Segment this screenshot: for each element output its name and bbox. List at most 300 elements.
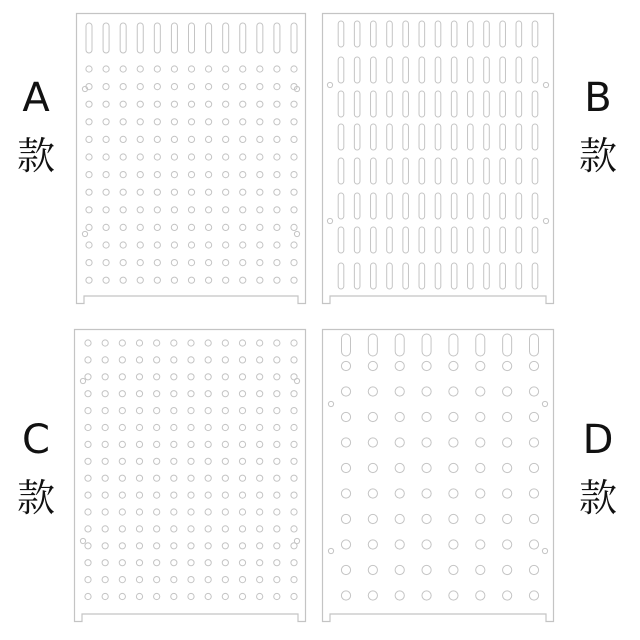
hole	[503, 361, 512, 370]
hole	[154, 560, 160, 566]
hole	[294, 538, 299, 543]
hole	[119, 492, 125, 498]
slot	[451, 124, 457, 150]
hole	[171, 66, 177, 72]
hole	[476, 387, 485, 396]
hole	[102, 458, 108, 464]
hole	[449, 565, 458, 574]
hole	[422, 387, 431, 396]
hole	[205, 207, 211, 213]
hole	[240, 154, 246, 160]
hole	[274, 66, 280, 72]
hole	[188, 242, 194, 248]
slot	[371, 21, 377, 47]
hole	[422, 565, 431, 574]
slot	[419, 193, 425, 219]
hole	[395, 412, 404, 421]
hole	[341, 514, 350, 523]
hole	[80, 538, 85, 543]
hole	[188, 509, 194, 515]
hole	[274, 277, 280, 283]
hole	[205, 593, 211, 599]
hole	[205, 224, 211, 230]
hole	[86, 242, 92, 248]
hole	[188, 260, 194, 266]
slot	[435, 193, 441, 219]
hole	[503, 540, 512, 549]
hole	[368, 438, 377, 447]
hole	[137, 189, 143, 195]
hole	[449, 412, 458, 421]
hole	[449, 540, 458, 549]
hole	[291, 66, 297, 72]
slot	[338, 193, 344, 219]
hole	[257, 277, 263, 283]
slot	[354, 227, 360, 253]
hole	[274, 340, 280, 346]
slot	[338, 21, 344, 47]
hole	[240, 189, 246, 195]
hole	[422, 438, 431, 447]
hole	[529, 591, 538, 600]
hole	[188, 593, 194, 599]
hole	[188, 101, 194, 107]
slot	[484, 124, 490, 150]
hole	[422, 514, 431, 523]
slot	[371, 227, 377, 253]
hole	[85, 458, 91, 464]
slot	[468, 158, 474, 184]
hole	[171, 340, 177, 346]
hole	[154, 374, 160, 380]
hole	[422, 412, 431, 421]
hole	[543, 218, 548, 223]
slot	[223, 23, 229, 53]
hole	[257, 66, 263, 72]
hole	[154, 260, 160, 266]
hole	[171, 391, 177, 397]
slot	[403, 158, 409, 184]
hole	[205, 242, 211, 248]
hole	[154, 189, 160, 195]
hole	[119, 424, 125, 430]
hole	[205, 277, 211, 283]
hole	[86, 101, 92, 107]
hole	[86, 189, 92, 195]
hole	[274, 357, 280, 363]
hole	[119, 408, 125, 414]
slot	[468, 21, 474, 47]
hole	[85, 543, 91, 549]
hole	[102, 509, 108, 515]
slot	[435, 21, 441, 47]
slot	[468, 124, 474, 150]
slot	[468, 57, 474, 83]
hole	[205, 424, 211, 430]
hole	[82, 231, 87, 236]
hole	[119, 560, 125, 566]
hole	[222, 408, 228, 414]
slot	[516, 193, 522, 219]
hole	[119, 374, 125, 380]
hole	[120, 224, 126, 230]
hole	[205, 492, 211, 498]
hole	[274, 526, 280, 532]
hole	[223, 242, 229, 248]
hole	[257, 509, 263, 515]
hole	[257, 260, 263, 266]
hole	[205, 136, 211, 142]
hole	[154, 441, 160, 447]
hole	[188, 207, 194, 213]
hole	[80, 378, 85, 383]
hole	[205, 441, 211, 447]
hole	[154, 207, 160, 213]
hole	[171, 374, 177, 380]
hole	[476, 540, 485, 549]
hole	[239, 458, 245, 464]
hole	[171, 277, 177, 283]
hole	[476, 412, 485, 421]
label-a-letter: A	[22, 75, 50, 121]
hole	[257, 391, 263, 397]
hole	[85, 560, 91, 566]
hole	[395, 514, 404, 523]
hole	[120, 66, 126, 72]
panel-a	[76, 13, 306, 304]
hole	[103, 277, 109, 283]
slot	[354, 57, 360, 83]
hole	[257, 458, 263, 464]
slot	[387, 158, 393, 184]
hole	[395, 387, 404, 396]
hole	[274, 242, 280, 248]
slot	[371, 91, 377, 117]
slot	[484, 21, 490, 47]
slot	[516, 21, 522, 47]
hole	[368, 361, 377, 370]
hole	[257, 101, 263, 107]
hole	[274, 543, 280, 549]
slot	[451, 193, 457, 219]
slot	[530, 334, 539, 356]
hole	[291, 408, 297, 414]
hole	[327, 82, 332, 87]
hole	[85, 441, 91, 447]
slot	[387, 91, 393, 117]
hole	[341, 387, 350, 396]
hole	[542, 401, 547, 406]
slot	[516, 263, 522, 289]
hole	[223, 66, 229, 72]
hole	[274, 492, 280, 498]
slot	[354, 263, 360, 289]
hole	[274, 154, 280, 160]
slot	[274, 23, 280, 53]
slot	[419, 91, 425, 117]
hole	[239, 560, 245, 566]
hole	[257, 224, 263, 230]
hole	[119, 458, 125, 464]
hole	[136, 357, 142, 363]
hole	[503, 412, 512, 421]
hole	[154, 357, 160, 363]
hole	[120, 242, 126, 248]
hole	[529, 540, 538, 549]
slot	[419, 263, 425, 289]
hole	[103, 242, 109, 248]
hole	[257, 154, 263, 160]
hole	[102, 340, 108, 346]
slot	[403, 227, 409, 253]
hole	[205, 101, 211, 107]
hole	[240, 101, 246, 107]
hole	[86, 172, 92, 178]
hole	[222, 526, 228, 532]
hole	[205, 260, 211, 266]
hole	[395, 361, 404, 370]
hole	[102, 408, 108, 414]
hole	[542, 548, 547, 553]
hole	[257, 424, 263, 430]
hole	[341, 565, 350, 574]
hole	[476, 463, 485, 472]
hole	[449, 489, 458, 498]
hole	[449, 438, 458, 447]
hole	[137, 66, 143, 72]
label-b-suffix: 款	[578, 134, 617, 178]
hole	[223, 277, 229, 283]
hole	[223, 154, 229, 160]
hole	[102, 374, 108, 380]
hole	[119, 577, 125, 583]
hole	[102, 475, 108, 481]
hole	[103, 172, 109, 178]
hole	[171, 260, 177, 266]
hole	[188, 577, 194, 583]
slot	[338, 227, 344, 253]
hole	[102, 492, 108, 498]
slot	[500, 193, 506, 219]
hole	[240, 260, 246, 266]
hole	[136, 424, 142, 430]
hole	[291, 340, 297, 346]
slot	[484, 91, 490, 117]
hole	[136, 543, 142, 549]
slot	[387, 227, 393, 253]
slot	[354, 158, 360, 184]
slot	[403, 193, 409, 219]
hole	[171, 408, 177, 414]
hole	[154, 84, 160, 90]
hole	[529, 565, 538, 574]
hole	[86, 119, 92, 125]
hole	[257, 492, 263, 498]
slot	[451, 227, 457, 253]
hole	[274, 560, 280, 566]
hole	[223, 260, 229, 266]
slot	[451, 158, 457, 184]
hole	[188, 374, 194, 380]
hole	[222, 475, 228, 481]
slot	[500, 91, 506, 117]
slot	[532, 227, 538, 253]
hole	[240, 84, 246, 90]
hole	[103, 101, 109, 107]
hole	[154, 340, 160, 346]
hole	[154, 475, 160, 481]
hole	[328, 548, 333, 553]
hole	[205, 543, 211, 549]
hole	[85, 391, 91, 397]
slot	[338, 263, 344, 289]
hole	[368, 591, 377, 600]
hole	[205, 189, 211, 195]
hole	[85, 526, 91, 532]
hole	[291, 391, 297, 397]
hole	[136, 458, 142, 464]
hole	[274, 408, 280, 414]
hole	[119, 593, 125, 599]
hole	[291, 224, 297, 230]
hole	[223, 84, 229, 90]
hole	[102, 577, 108, 583]
hole	[188, 475, 194, 481]
hole	[205, 391, 211, 397]
hole	[103, 224, 109, 230]
hole	[222, 509, 228, 515]
slot	[435, 91, 441, 117]
hole	[154, 593, 160, 599]
slot	[371, 193, 377, 219]
slot	[516, 91, 522, 117]
hole	[274, 207, 280, 213]
hole	[257, 136, 263, 142]
hole	[154, 391, 160, 397]
hole	[171, 475, 177, 481]
hole	[240, 277, 246, 283]
hole	[257, 374, 263, 380]
hole	[86, 260, 92, 266]
hole	[449, 514, 458, 523]
hole	[136, 340, 142, 346]
slot	[103, 23, 109, 53]
hole	[120, 260, 126, 266]
slot	[338, 57, 344, 83]
slot	[516, 227, 522, 253]
hole	[223, 172, 229, 178]
hole	[154, 526, 160, 532]
hole	[205, 66, 211, 72]
hole	[368, 489, 377, 498]
hole	[257, 119, 263, 125]
hole	[188, 441, 194, 447]
hole	[119, 391, 125, 397]
hole	[476, 361, 485, 370]
hole	[449, 361, 458, 370]
hole	[291, 424, 297, 430]
hole	[171, 224, 177, 230]
hole	[86, 154, 92, 160]
slot	[371, 57, 377, 83]
hole	[274, 119, 280, 125]
hole	[136, 408, 142, 414]
slot	[468, 263, 474, 289]
panel-b	[322, 13, 554, 304]
hole	[368, 514, 377, 523]
slot	[500, 21, 506, 47]
hole	[395, 489, 404, 498]
hole	[274, 374, 280, 380]
hole	[188, 560, 194, 566]
hole	[188, 136, 194, 142]
hole	[223, 207, 229, 213]
hole	[171, 492, 177, 498]
hole	[119, 526, 125, 532]
hole	[222, 441, 228, 447]
hole	[188, 119, 194, 125]
slot	[532, 158, 538, 184]
hole	[103, 66, 109, 72]
hole	[503, 591, 512, 600]
slot	[368, 334, 377, 356]
slot	[419, 124, 425, 150]
hole	[136, 526, 142, 532]
hole	[205, 509, 211, 515]
hole	[222, 391, 228, 397]
hole	[154, 492, 160, 498]
slot	[338, 124, 344, 150]
hole	[291, 172, 297, 178]
slot	[189, 23, 195, 53]
hole	[102, 560, 108, 566]
hole	[103, 260, 109, 266]
label-a-suffix: 款	[16, 134, 55, 178]
hole	[171, 136, 177, 142]
slot	[371, 124, 377, 150]
slot	[532, 21, 538, 47]
hole	[171, 172, 177, 178]
hole	[102, 441, 108, 447]
hole	[257, 242, 263, 248]
slot	[500, 124, 506, 150]
hole	[171, 207, 177, 213]
hole	[239, 408, 245, 414]
slot	[240, 23, 246, 53]
hole	[103, 136, 109, 142]
hole	[188, 84, 194, 90]
hole	[257, 526, 263, 532]
hole	[136, 475, 142, 481]
hole	[154, 101, 160, 107]
hole	[223, 224, 229, 230]
hole	[136, 391, 142, 397]
hole	[240, 242, 246, 248]
hole	[85, 357, 91, 363]
hole	[171, 84, 177, 90]
hole	[240, 207, 246, 213]
hole	[503, 438, 512, 447]
hole	[222, 577, 228, 583]
hole	[120, 136, 126, 142]
slot	[500, 158, 506, 184]
hole	[291, 154, 297, 160]
hole	[257, 408, 263, 414]
slot	[137, 23, 143, 53]
slot	[500, 57, 506, 83]
hole	[222, 593, 228, 599]
hole	[119, 340, 125, 346]
